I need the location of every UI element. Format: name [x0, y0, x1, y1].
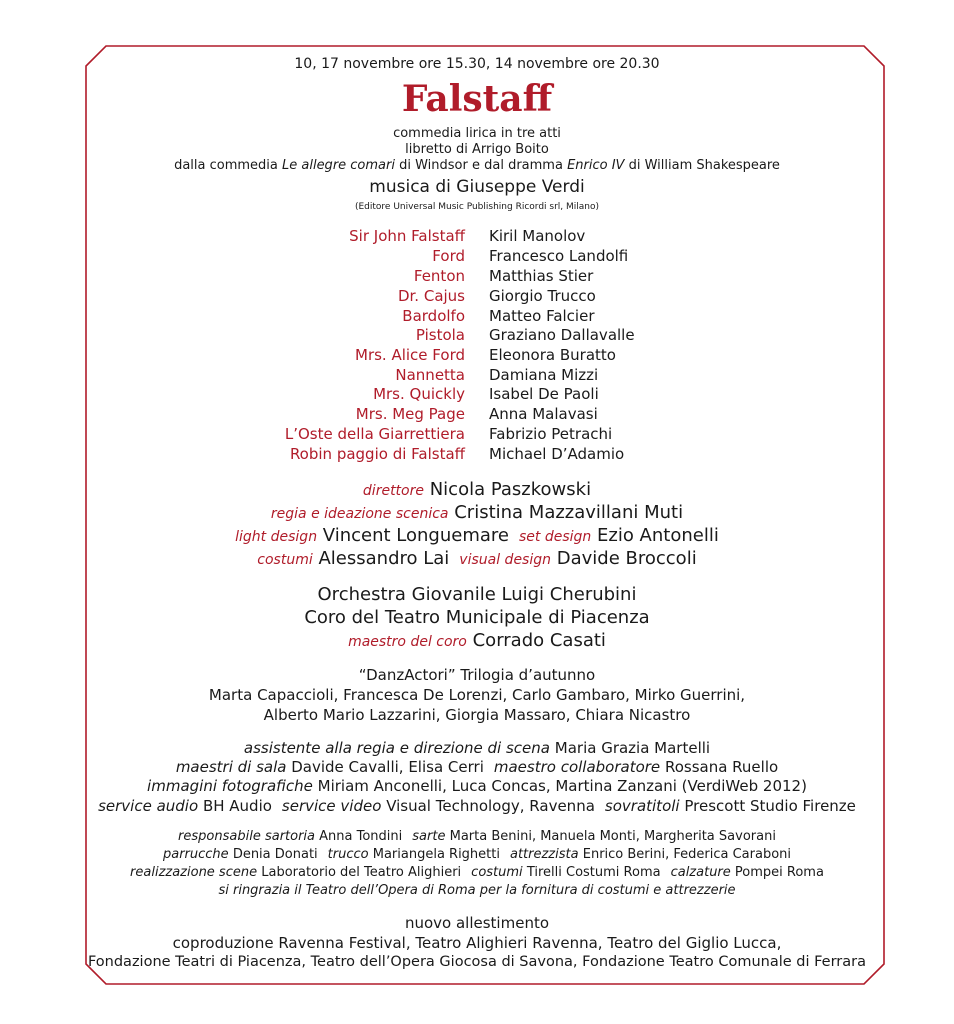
cast-singer: Michael D’Adamio	[489, 445, 625, 463]
opera-title: Falstaff	[401, 78, 553, 120]
coproduction-line-1: coproduzione Ravenna Festival, Teatro Alighieri Ravenna, Teatro del Giglio Lucca,	[172, 934, 782, 952]
video-name: Visual Technology, Ravenna	[386, 797, 595, 815]
surtitles-label: sovratitoli	[604, 797, 680, 815]
cast-role: Bardolfo	[402, 307, 465, 325]
shoes-name: Pompei Roma	[734, 865, 824, 880]
seamstress-label: sarte	[412, 829, 446, 844]
audio-name: BH Audio	[202, 797, 272, 815]
libretto-line: libretto di Arrigo Boito	[405, 142, 549, 157]
coach-name: Rossana Ruello	[664, 758, 779, 776]
conductor-line	[0, 479, 954, 500]
photo-label: immagini fotografiche	[147, 777, 313, 795]
photo-names: Miriam Anconelli, Luca Concas, Martina Zanzani (VerdiWeb 2012)	[317, 777, 807, 795]
wardrobe-name: Anna Tondini	[319, 829, 403, 844]
design-line	[0, 525, 954, 546]
conductor-label: direttore	[362, 483, 424, 499]
scenery-name: Laboratorio del Teatro Alighieri	[261, 865, 462, 880]
makeup-line	[0, 847, 954, 862]
assistant-label: assistente alla regia e direzione di scena	[243, 739, 550, 757]
services-line	[0, 797, 954, 815]
cast-role: Fenton	[413, 267, 465, 285]
makeup-name: Mariangela Righetti	[372, 847, 500, 862]
scenery-line	[0, 865, 954, 880]
new-production-line: nuovo allestimento	[404, 914, 550, 932]
chorus-master-name: Corrado Casati	[472, 630, 606, 651]
dance-names-2: Alberto Mario Lazzarini, Giorgia Massaro, Chiara Nicastro	[263, 706, 691, 724]
video-label: service video	[281, 797, 382, 815]
cast-row	[0, 227, 954, 247]
cast-role: Sir John Falstaff	[349, 227, 465, 245]
costumes-name: Tirelli Costumi Roma	[526, 865, 661, 880]
seamstress-names: Marta Benini, Manuela Monti, Margherita Savorani	[449, 829, 776, 844]
director-line	[0, 502, 954, 523]
wardrobe-line	[0, 829, 954, 844]
scenery-label: realizzazione scene	[130, 865, 258, 880]
cast-singer: Graziano Dallavalle	[489, 326, 635, 344]
cast-singer: Matteo Falcier	[489, 307, 595, 325]
source-text-a: dalla commedia	[174, 158, 282, 173]
light-label: light design	[235, 529, 318, 545]
coach-label: maestro collaboratore	[493, 758, 661, 776]
conductor-name: Nicola Paszkowski	[429, 479, 592, 500]
composer-line: musica di Giuseppe Verdi	[369, 177, 585, 197]
costumes-label: costumi	[471, 865, 523, 880]
set-label: set design	[518, 529, 592, 545]
cast-row	[0, 385, 954, 405]
source-title-a: Le allegre comari	[282, 158, 395, 173]
visual-label: visual design	[459, 552, 552, 568]
cast-role: L’Oste della Giarrettiera	[284, 425, 465, 443]
wigs-name: Denia Donati	[232, 847, 318, 862]
cast-singer: Isabel De Paoli	[489, 385, 599, 403]
cast-role: Mrs. Quickly	[373, 385, 465, 403]
cast-singer: Anna Malavasi	[489, 405, 598, 423]
costume-line	[0, 548, 954, 569]
source-text-c: di William Shakespeare	[624, 158, 780, 173]
cast-role: Pistola	[415, 326, 465, 344]
thanks-line: si ringrazia il Teatro dell’Opera di Roma per la fornitura di costumi e attrezzerie	[218, 883, 736, 898]
source-line	[0, 158, 954, 173]
props-label: attrezzista	[509, 847, 579, 862]
assistant-name: Maria Grazia Martelli	[554, 739, 711, 757]
source-title-b: Enrico IV	[567, 158, 625, 173]
dance-names-1: Marta Capaccioli, Francesca De Lorenzi, Carlo Gambaro, Mirko Guerrini,	[208, 686, 746, 704]
costume-label: costumi	[257, 552, 313, 568]
audio-label: service audio	[98, 797, 199, 815]
cast-singer: Fabrizio Petrachi	[489, 425, 613, 443]
performance-dates: 10, 17 novembre ore 15.30, 14 novembre ore 20.30	[294, 56, 660, 72]
cast-role: Ford	[432, 247, 465, 265]
cast-role: Dr. Cajus	[397, 287, 465, 305]
cast-singer: Matthias Stier	[489, 267, 594, 285]
visual-name: Davide Broccoli	[556, 548, 697, 569]
cast-row	[0, 366, 954, 386]
cast-role: Nannetta	[395, 366, 465, 384]
makeup-label: trucco	[327, 847, 369, 862]
costume-name: Alessandro Lai	[318, 548, 450, 569]
props-names: Enrico Berini, Federica Caraboni	[582, 847, 791, 862]
rehearsal-names: Davide Cavalli, Elisa Cerri	[291, 758, 484, 776]
coproduction-line-2: Fondazione Teatri di Piacenza, Teatro dell’Opera Giocosa di Savona, Fondazione Teatro Comunale di Ferrara	[87, 954, 867, 970]
director-name: Cristina Mazzavillani Muti	[454, 502, 684, 523]
publisher-note: (Editore Universal Music Publishing Ricordi srl, Milano)	[354, 202, 600, 212]
cast-row	[0, 287, 954, 307]
cast-row	[0, 346, 954, 366]
cast-singer: Kiril Manolov	[489, 227, 586, 245]
surtitles-name: Prescott Studio Firenze	[684, 797, 856, 815]
chorus-master-line	[0, 630, 954, 651]
cast-row	[0, 445, 954, 465]
cast-row	[0, 307, 954, 327]
cast-singer: Giorgio Trucco	[489, 287, 596, 305]
wardrobe-label: responsabile sartoria	[178, 829, 316, 844]
genre-line: commedia lirica in tre atti	[393, 126, 561, 141]
dance-title: “DanzActori” Trilogia d’autunno	[358, 666, 596, 684]
chorus-master-label: maestro del coro	[348, 634, 467, 650]
wigs-label: parrucche	[162, 847, 229, 862]
rehearsal-label: maestri di sala	[175, 758, 287, 776]
cast-singer: Francesco Landolfi	[489, 247, 629, 265]
cast-singer: Damiana Mizzi	[489, 366, 599, 384]
cast-singer: Eleonora Buratto	[489, 346, 616, 364]
source-text-b: di Windsor e dal dramma	[394, 158, 568, 173]
photo-line	[0, 777, 954, 795]
cast-role: Robin paggio di Falstaff	[289, 445, 465, 463]
assistant-line	[0, 739, 954, 757]
cast-row	[0, 247, 954, 267]
cast-row	[0, 425, 954, 445]
light-name: Vincent Longuemare	[322, 525, 509, 546]
cast-row	[0, 326, 954, 346]
chorus-line: Coro del Teatro Municipale di Piacenza	[304, 607, 650, 628]
shoes-label: calzature	[670, 865, 731, 880]
cast-role: Mrs. Alice Ford	[355, 346, 465, 364]
cast-row	[0, 267, 954, 287]
director-label: regia e ideazione scenica	[270, 506, 449, 522]
cast-role: Mrs. Meg Page	[355, 405, 465, 423]
set-name: Ezio Antonelli	[597, 525, 719, 546]
rehearsal-line	[0, 758, 954, 776]
cast-row	[0, 405, 954, 425]
orchestra-line: Orchestra Giovanile Luigi Cherubini	[317, 584, 637, 605]
